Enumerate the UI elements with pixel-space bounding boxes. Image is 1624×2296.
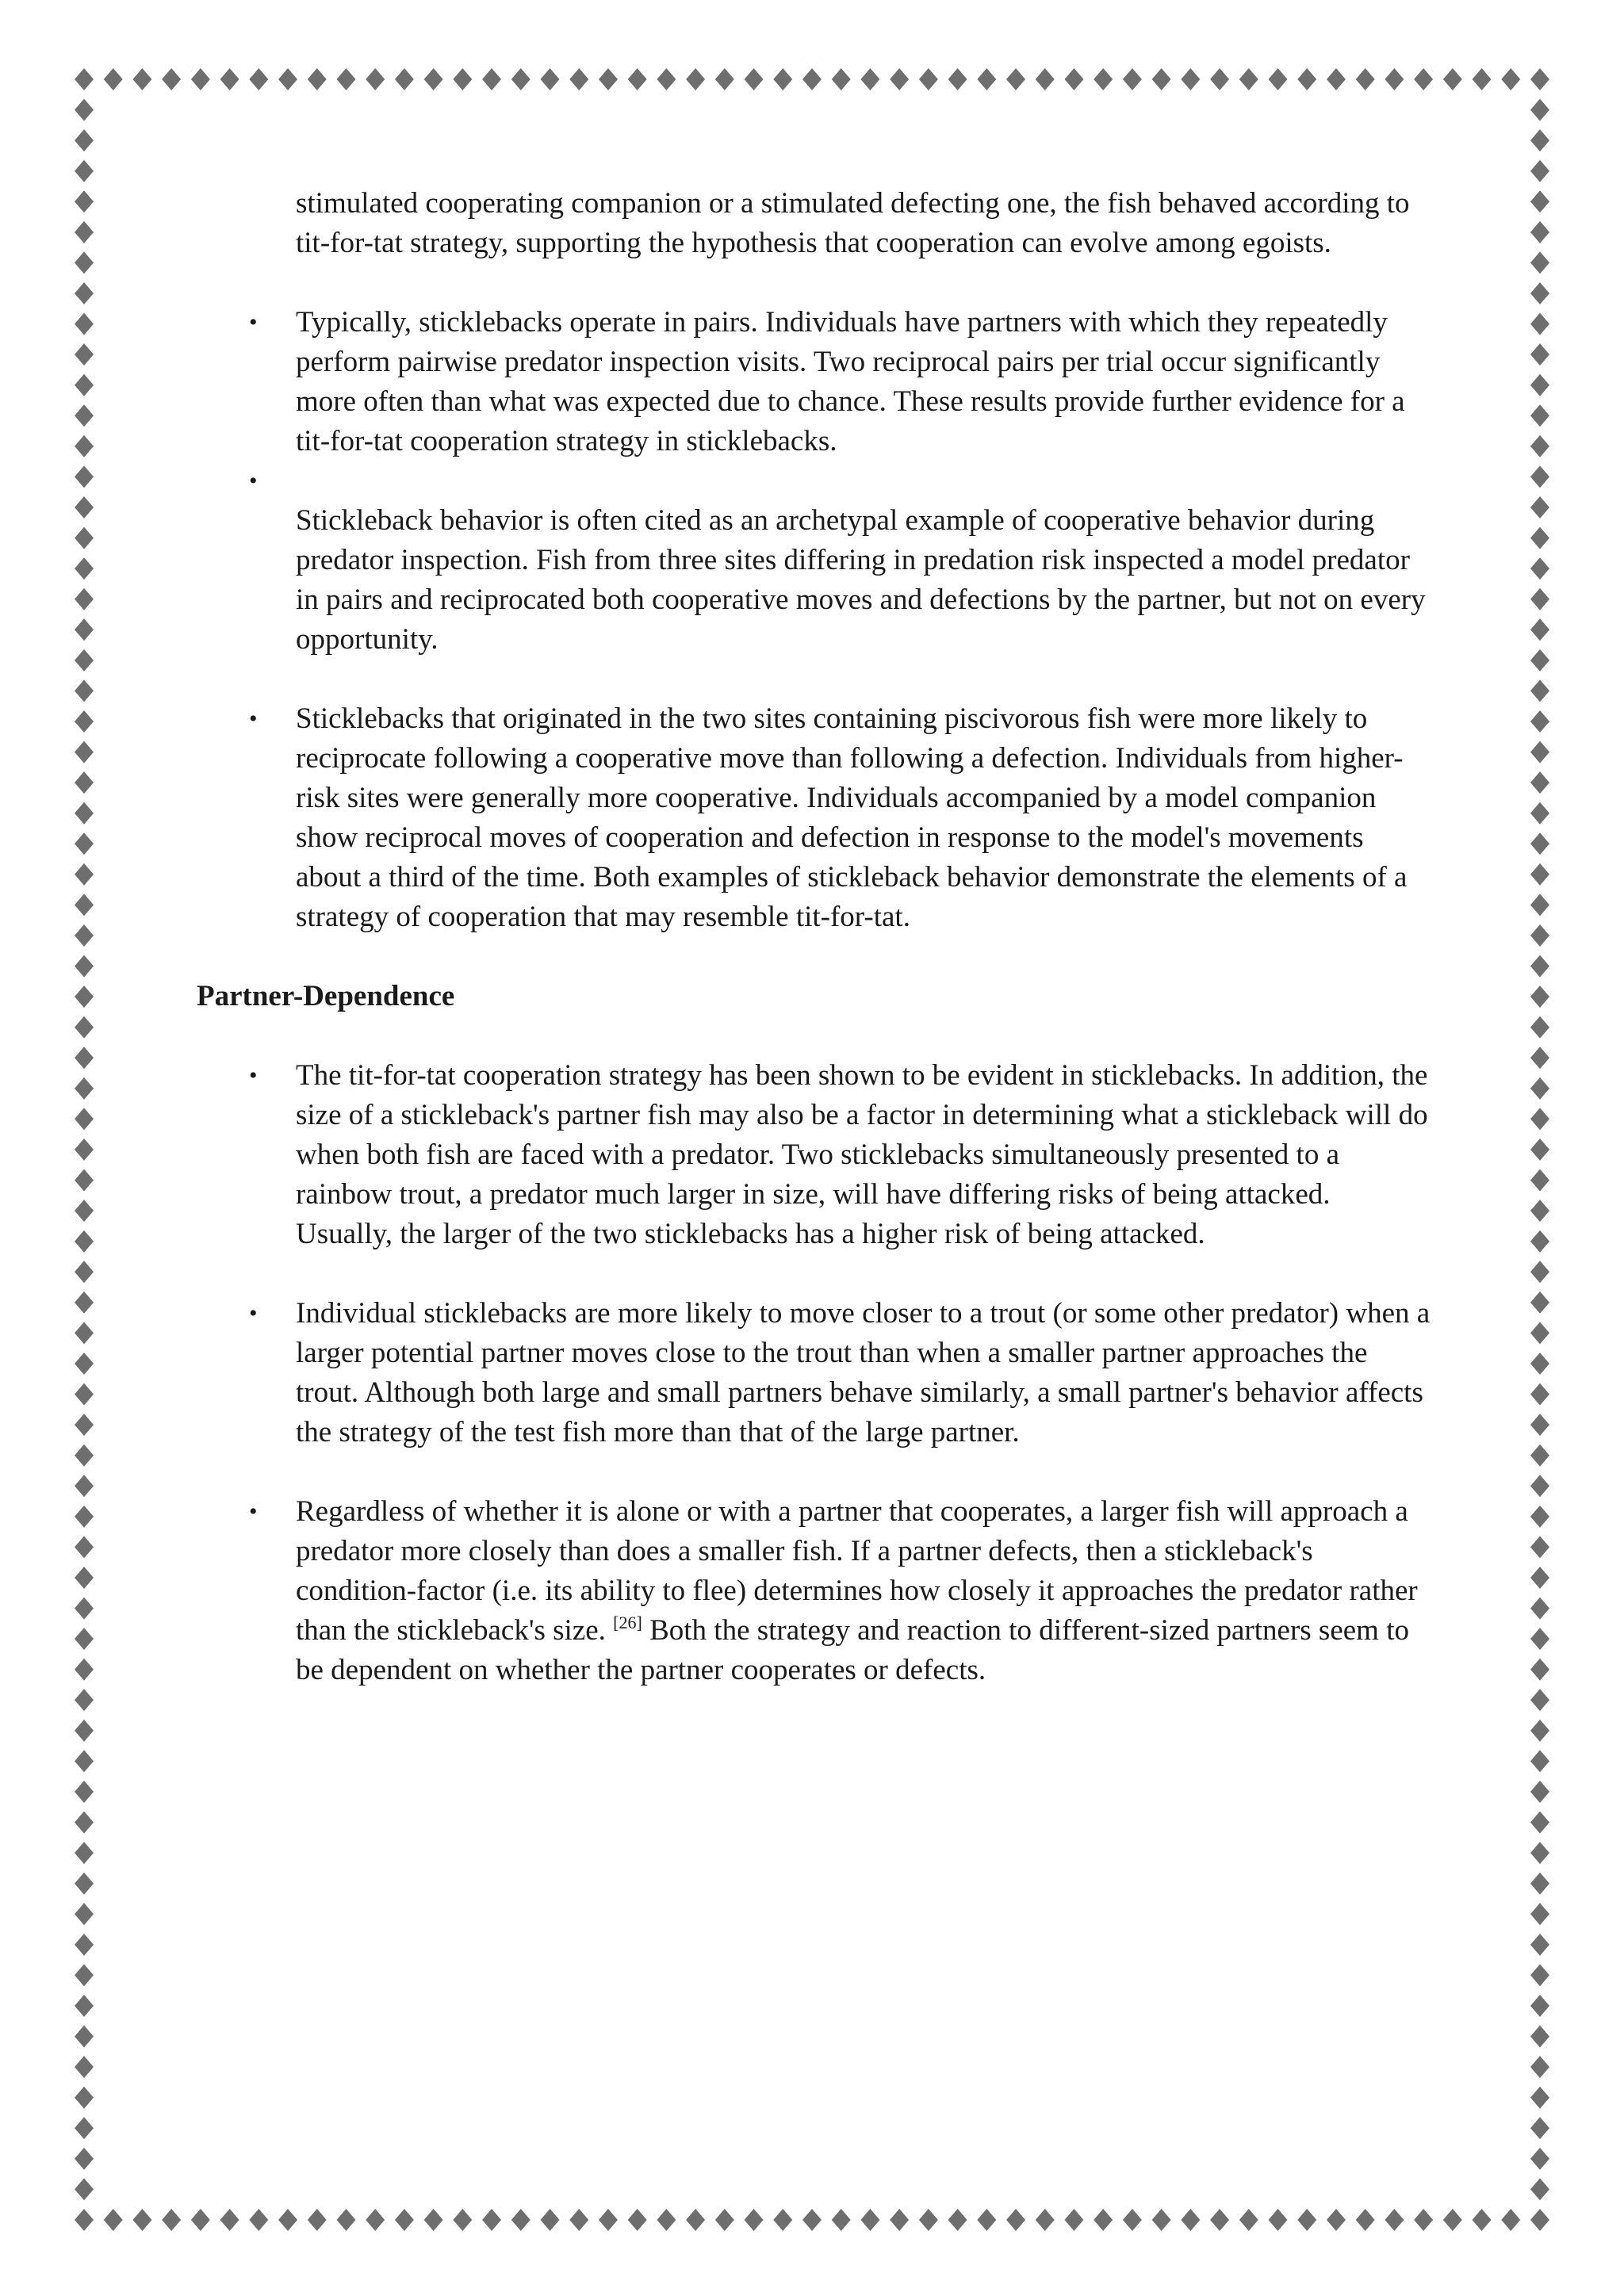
border-diamond (191, 2209, 210, 2231)
border-diamond (75, 557, 94, 580)
border-diamond (715, 68, 734, 90)
border-diamond (628, 2209, 647, 2231)
border-diamond (1530, 435, 1549, 457)
border-diamond (1530, 343, 1549, 365)
border-diamond (1530, 1414, 1549, 1436)
section-heading: Partner-Dependence (197, 980, 455, 1012)
border-diamond (1530, 496, 1549, 519)
border-diamond (75, 863, 94, 886)
border-diamond (75, 527, 94, 549)
border-diamond (1210, 2209, 1229, 2231)
border-diamond (75, 374, 94, 396)
border-diamond (249, 2209, 268, 2231)
border-diamond (220, 2209, 239, 2231)
border-diamond (1094, 68, 1113, 90)
border-diamond (657, 68, 676, 90)
border-diamond (773, 68, 792, 90)
border-diamond (75, 1659, 94, 1681)
border-diamond (191, 68, 210, 90)
border-diamond (1530, 1781, 1549, 1803)
border-diamond (686, 68, 705, 90)
border-diamond (1530, 955, 1549, 978)
border-diamond (278, 68, 297, 90)
border-diamond (75, 588, 94, 610)
border-diamond (75, 894, 94, 916)
border-diamond (1443, 68, 1462, 90)
border-diamond (1530, 190, 1549, 212)
border-diamond (75, 1873, 94, 1895)
border-diamond (977, 2209, 996, 2231)
border-diamond (104, 2209, 123, 2231)
border-diamond (75, 1812, 94, 1834)
border-diamond (75, 160, 94, 182)
border-diamond (802, 68, 822, 90)
border-diamond (75, 1445, 94, 1467)
border-diamond (1064, 2209, 1083, 2231)
border-diamond (832, 68, 851, 90)
border-diamond (75, 1903, 94, 1925)
border-diamond (1530, 1445, 1549, 1467)
border-diamond (1473, 68, 1492, 90)
border-diamond (1094, 2209, 1113, 2231)
border-diamond (890, 2209, 909, 2231)
bullet-list-sites (197, 699, 1434, 937)
bullet-list-partner (197, 1056, 1434, 1254)
border-diamond (75, 1475, 94, 1497)
border-diamond (1530, 465, 1549, 488)
border-diamond (1414, 68, 1433, 90)
bullet-dot: • (249, 1300, 258, 1326)
border-diamond (75, 1414, 94, 1436)
border-diamond (104, 68, 123, 90)
border-diamond (1356, 2209, 1375, 2231)
border-diamond (75, 465, 94, 488)
border-diamond (1530, 1934, 1549, 1956)
border-diamond (75, 282, 94, 304)
border-diamond (1036, 68, 1055, 90)
border-diamond (1530, 99, 1549, 121)
border-diamond (75, 2056, 94, 2078)
border-diamond (1530, 2117, 1549, 2139)
border-diamond (1501, 2209, 1520, 2231)
border-diamond (75, 1322, 94, 1344)
border-diamond (75, 313, 94, 335)
border-diamond (75, 1138, 94, 1161)
bullet-dot: • (249, 706, 258, 732)
border-diamond (890, 68, 909, 90)
border-diamond (1181, 68, 1200, 90)
border-diamond (1006, 68, 1025, 90)
border-diamond (75, 2117, 94, 2139)
border-diamond (1530, 1689, 1549, 1711)
border-diamond (336, 68, 355, 90)
border-diamond (75, 1016, 94, 1039)
citation-superscript: [26] (613, 1613, 642, 1632)
border-diamond (1530, 679, 1549, 702)
border-diamond (75, 741, 94, 763)
border-diamond (1530, 1567, 1549, 1589)
border-diamond (1530, 618, 1549, 641)
border-diamond (162, 2209, 181, 2231)
border-diamond (1530, 527, 1549, 549)
border-diamond (1006, 2209, 1025, 2231)
border-diamond (1385, 2209, 1404, 2231)
border-diamond (75, 802, 94, 825)
bullet-list-partner-3 (197, 1492, 1434, 1690)
border-diamond (541, 2209, 560, 2231)
border-diamond (1530, 1964, 1549, 1986)
border-diamond (1530, 1383, 1549, 1406)
border-diamond (75, 2148, 94, 2170)
border-diamond (75, 955, 94, 978)
border-diamond (75, 985, 94, 1008)
border-diamond (75, 1230, 94, 1253)
border-diamond (1530, 1230, 1549, 1253)
border-diamond (75, 129, 94, 151)
border-diamond (1530, 557, 1549, 580)
border-diamond (75, 190, 94, 212)
border-diamond (75, 1750, 94, 1772)
border-diamond (1530, 1750, 1549, 1772)
border-diamond (1530, 1047, 1549, 1069)
bullet-list-partner-2 (197, 1294, 1434, 1452)
border-diamond (1064, 68, 1083, 90)
bullet-text: Individual sticklebacks are more likely to move closer to a trout (or some other predator) when a larger potential partner moves close to the trout than when a smaller partner approaches the trout. Although both large and small partners behave similarly, a small partner's behavior affects the strategy of the test fish more than that of the large partner. (296, 1297, 1431, 1448)
border-diamond (1530, 1016, 1549, 1039)
bullet-dot: • (249, 468, 258, 494)
border-diamond (75, 435, 94, 457)
border-diamond (1443, 2209, 1462, 2231)
border-diamond (977, 68, 996, 90)
border-diamond (1473, 2209, 1492, 2231)
border-diamond (569, 2209, 588, 2231)
border-diamond (802, 2209, 822, 2231)
border-diamond (1530, 924, 1549, 947)
border-diamond (1356, 68, 1375, 90)
border-diamond (948, 2209, 967, 2231)
border-diamond (75, 2026, 94, 2048)
border-diamond (75, 1689, 94, 1711)
border-diamond (1327, 68, 1346, 90)
border-diamond (75, 2209, 94, 2231)
border-diamond (75, 618, 94, 641)
border-diamond (75, 1598, 94, 1620)
border-diamond (1530, 1720, 1549, 1742)
border-diamond (75, 496, 94, 519)
border-diamond (249, 68, 268, 90)
border-diamond (773, 2209, 792, 2231)
border-diamond (75, 68, 94, 90)
border-diamond (75, 1628, 94, 1650)
border-diamond (75, 1567, 94, 1589)
border-diamond (1530, 1292, 1549, 1314)
border-diamond (1530, 710, 1549, 733)
bullet-dot: • (249, 1498, 258, 1525)
border-diamond (75, 832, 94, 855)
border-diamond (336, 2209, 355, 2231)
border-diamond (1530, 1200, 1549, 1222)
border-diamond (132, 68, 151, 90)
border-diamond (1530, 129, 1549, 151)
border-diamond (832, 2209, 851, 2231)
border-diamond (860, 68, 879, 90)
border-diamond (1530, 68, 1549, 90)
bullet-text (296, 1495, 1418, 1686)
border-diamond (75, 1383, 94, 1406)
border-diamond (1530, 1842, 1549, 1864)
bullet-text: Sticklebacks that originated in the two sites containing piscivorous fish were more likely to reciprocate following a cooperative move than following a defection. Individuals from higher-risk sites were generally more cooperative. Individuals accompanied by a model companion show reciprocal moves of cooperation and defection in response to the model's movements about a third of the time. Both examples of stickleback behavior demonstrate the elements of a strategy of cooperation that may resemble tit-for-tat. (296, 702, 1408, 933)
border-diamond (395, 2209, 414, 2231)
border-diamond (1210, 68, 1229, 90)
border-diamond (1530, 1322, 1549, 1344)
bullet-dot: • (249, 1062, 258, 1089)
border-diamond (715, 2209, 734, 2231)
border-diamond (1036, 2209, 1055, 2231)
border-diamond (1385, 68, 1404, 90)
border-diamond (453, 2209, 472, 2231)
border-diamond (162, 68, 181, 90)
border-diamond (1530, 741, 1549, 763)
border-diamond (948, 68, 967, 90)
border-diamond (541, 68, 560, 90)
border-diamond (424, 2209, 443, 2231)
border-diamond (1530, 1903, 1549, 1925)
border-diamond (686, 2209, 705, 2231)
border-diamond (511, 2209, 530, 2231)
bullet-item (197, 699, 1434, 937)
border-diamond (75, 99, 94, 121)
border-diamond (75, 924, 94, 947)
border-diamond (860, 2209, 879, 2231)
border-diamond (628, 68, 647, 90)
border-diamond (75, 404, 94, 427)
border-diamond (745, 68, 764, 90)
intro-continuation-paragraph: stimulated cooperating companion or a stimulated defecting one, the fish behaved according to tit-for-tat strategy, supporting the hypothesis that cooperation can evolve among egoists. (296, 187, 1410, 259)
border-diamond (1530, 2148, 1549, 2170)
border-diamond (1327, 2209, 1346, 2231)
border-diamond (75, 2087, 94, 2109)
border-diamond (1530, 221, 1549, 243)
border-diamond (75, 649, 94, 672)
inspection-paragraph: Stickleback behavior is often cited as an archetypal example of cooperative behavior during predator inspection. Fish from three sites differing in predation risk inspected a model predator in pairs and reciprocated both cooperative moves and defections by the partner, but not on every opportunity. (296, 504, 1426, 656)
bullet-text: The tit-for-tat cooperation strategy has been shown to be evident in sticklebacks. In addition, the size of a stickleback's partner fish may also be a factor in determining what a stickleback will do when both fish are faced with a predator. Two sticklebacks simultaneously presented to a rainbow trout, a predator much larger in size, will have differing risks of being attacked. Usually, the larger of the two sticklebacks has a higher risk of being attacked. (296, 1059, 1428, 1250)
border-diamond (1530, 771, 1549, 794)
border-diamond (1530, 1475, 1549, 1497)
border-diamond (1530, 985, 1549, 1008)
border-diamond (482, 68, 501, 90)
border-diamond (75, 1292, 94, 1314)
border-diamond (75, 1720, 94, 1742)
border-diamond (657, 2209, 676, 2231)
border-diamond (1530, 649, 1549, 672)
border-diamond (1530, 2056, 1549, 2078)
border-diamond (75, 1200, 94, 1222)
border-diamond (75, 1964, 94, 1986)
bullet-item (197, 1294, 1434, 1452)
border-diamond (1181, 2209, 1200, 2231)
border-diamond (132, 2209, 151, 2231)
border-diamond (75, 1995, 94, 2017)
border-diamond (1530, 2209, 1549, 2231)
border-diamond (599, 68, 618, 90)
border-diamond (599, 2209, 618, 2231)
bullet-text: Typically, sticklebacks operate in pairs. Individuals have partners with which they repeatedly perform pairwise predator inspection visits. Two reciprocal pairs per trial occur significantly more often than what was expected due to chance. These results provide further evidence for a tit-for-tat cooperation strategy in sticklebacks. (296, 306, 1405, 457)
border-diamond (1530, 282, 1549, 304)
border-diamond (1501, 68, 1520, 90)
border-diamond (1530, 1598, 1549, 1620)
border-diamond (1530, 160, 1549, 182)
border-diamond (1297, 2209, 1316, 2231)
border-diamond (1297, 68, 1316, 90)
border-diamond (1530, 894, 1549, 916)
border-diamond (919, 68, 938, 90)
border-diamond (1123, 68, 1142, 90)
bullet-item (197, 1056, 1434, 1254)
border-diamond (1530, 1812, 1549, 1834)
border-diamond (75, 1169, 94, 1192)
border-diamond (1530, 2087, 1549, 2109)
border-diamond (1530, 1169, 1549, 1192)
border-diamond (1530, 313, 1549, 335)
bullet-text (296, 465, 303, 497)
document-body (197, 184, 1434, 1690)
border-diamond (745, 2209, 764, 2231)
border-diamond (395, 68, 414, 90)
bullet-item-empty (197, 461, 1434, 501)
border-diamond (75, 1261, 94, 1283)
border-diamond (366, 2209, 385, 2231)
border-diamond (75, 251, 94, 274)
border-diamond (75, 1353, 94, 1375)
border-diamond (1530, 588, 1549, 610)
border-diamond (75, 1842, 94, 1864)
border-diamond (453, 68, 472, 90)
border-diamond (75, 221, 94, 243)
border-diamond (75, 679, 94, 702)
border-diamond (308, 68, 327, 90)
border-diamond (1530, 1506, 1549, 1528)
border-diamond (1530, 863, 1549, 886)
border-diamond (1269, 2209, 1288, 2231)
border-diamond (482, 2209, 501, 2231)
bullet-dot: • (249, 309, 258, 335)
border-diamond (1530, 2178, 1549, 2200)
bullet-list-top (197, 303, 1434, 501)
border-diamond (75, 1934, 94, 1956)
border-diamond (366, 68, 385, 90)
bullet-item (197, 303, 1434, 461)
border-diamond (1530, 1995, 1549, 2017)
border-diamond (1530, 1628, 1549, 1650)
border-diamond (220, 68, 239, 90)
border-diamond (1530, 832, 1549, 855)
border-diamond (308, 2209, 327, 2231)
border-diamond (1530, 1536, 1549, 1558)
border-diamond (1530, 1873, 1549, 1895)
border-diamond (1530, 1077, 1549, 1100)
border-diamond (75, 710, 94, 733)
border-diamond (1530, 1659, 1549, 1681)
border-diamond (75, 2178, 94, 2200)
border-diamond (1530, 374, 1549, 396)
border-diamond (1530, 2026, 1549, 2048)
bullet-text-after: Both the strategy and reaction to different-sized partners seem to be dependent on whether the partner cooperates or defects. (296, 1614, 1409, 1686)
border-diamond (919, 2209, 938, 2231)
bullet-item (197, 1492, 1434, 1690)
border-diamond (1269, 68, 1288, 90)
border-diamond (75, 1506, 94, 1528)
border-diamond (1530, 1108, 1549, 1130)
border-diamond (75, 771, 94, 794)
border-diamond (1530, 1261, 1549, 1283)
border-diamond (75, 1536, 94, 1558)
border-diamond (569, 68, 588, 90)
bullet-text-before: Regardless of whether it is alone or with a partner that cooperates, a larger fish will approach a predator more closely than does a smaller fish. If a partner defects, then a stickleback's condition-factor (i.e. its ability to flee) determines how closely it approaches the predator rather than the stickleback's size. (296, 1495, 1418, 1647)
border-diamond (1530, 1138, 1549, 1161)
border-diamond (1152, 2209, 1171, 2231)
border-diamond (75, 1047, 94, 1069)
border-diamond (1152, 68, 1171, 90)
border-diamond (1530, 1353, 1549, 1375)
border-diamond (75, 1108, 94, 1130)
border-diamond (1123, 2209, 1142, 2231)
border-diamond (1530, 404, 1549, 427)
border-diamond (1530, 802, 1549, 825)
border-diamond (75, 1077, 94, 1100)
border-diamond (1530, 251, 1549, 274)
border-diamond (424, 68, 443, 90)
border-diamond (75, 343, 94, 365)
border-diamond (278, 2209, 297, 2231)
border-diamond (1239, 2209, 1258, 2231)
border-diamond (1239, 68, 1258, 90)
border-diamond (511, 68, 530, 90)
border-diamond (1414, 2209, 1433, 2231)
border-diamond (75, 1781, 94, 1803)
